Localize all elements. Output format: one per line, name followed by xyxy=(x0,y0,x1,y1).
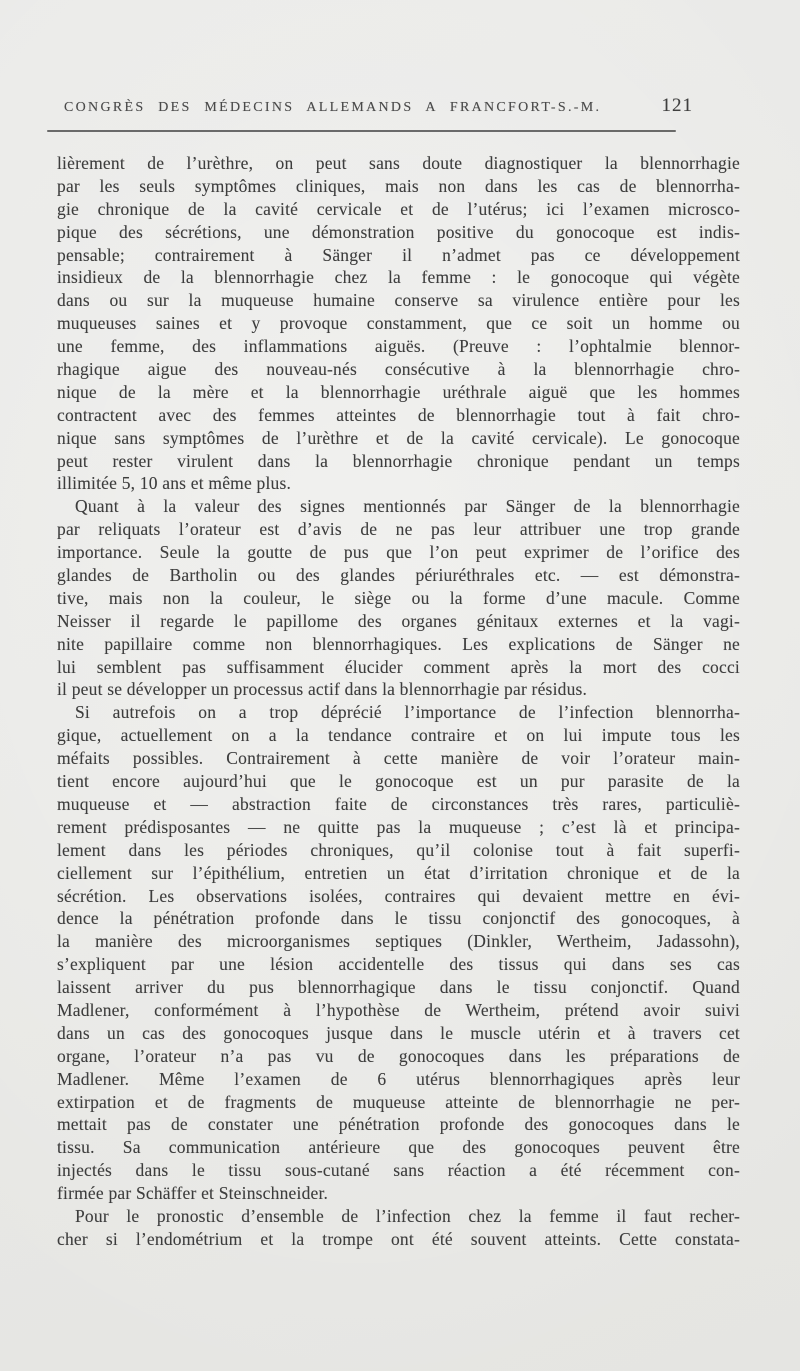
text-line: illimitée 5, 10 ans et même plus. xyxy=(57,473,292,494)
page-number: 121 xyxy=(661,95,693,116)
text-line: Neisser il regarde le papillome des organes génitaux externes et la vagi- xyxy=(57,610,740,631)
text-line: rement prédisposantes — ne quitte pas la muqueuse ; c’est là et principa- xyxy=(57,816,740,837)
text-line: gique, actuellement on a la tendance contraire et on lui impute tous les xyxy=(57,725,740,746)
text-line: Si autrefois on a trop déprécié l’importance de l’infection blennorrha- xyxy=(75,702,740,723)
text-line: firmée par Schäffer et Steinschneider. xyxy=(57,1183,329,1204)
text-line: par les seuls symptômes cliniques, mais non dans les cas de blennorrha- xyxy=(57,175,740,196)
text-line: il peut se développer un processus actif dans la blennorrhagie par résidus. xyxy=(57,679,588,700)
running-title: CONGRÈS DES MÉDECINS ALLEMANDS A FRANCFORT-S.-M. xyxy=(64,100,602,115)
text-line: dence la pénétration profonde dans le tissu conjonctif des gonocoques, à xyxy=(57,908,740,929)
text-line: peut rester virulent dans la blennorrhagie chronique pendant un temps xyxy=(57,450,740,471)
text-line: injectés dans le tissu sous-cutané sans réaction a été récemment con- xyxy=(57,1160,740,1181)
text-line: mettait pas de constater une pénétration profonde des gonocoques dans le xyxy=(57,1114,740,1135)
text-line: laissent arriver du pus blennorrhagique dans le tissu conjonctif. Quand xyxy=(57,977,740,998)
text-line: muqueuse et — abstraction faite de circonstances très rares, particuliè- xyxy=(57,793,740,814)
text-line: s’expliquent par une lésion accidentelle des tissus qui dans ses cas xyxy=(57,954,740,975)
text-line: lui semblent pas suffisamment élucider comment après la mort des cocci xyxy=(57,656,740,677)
text-line: dans ou sur la muqueuse humaine conserve sa virulence entière pour les xyxy=(57,290,740,311)
header-rule xyxy=(47,130,676,132)
page-header xyxy=(64,95,693,117)
text-line: tient encore aujourd’hui que le gonocoque est un pur parasite de la xyxy=(57,771,740,792)
text-line: sécrétion. Les observations isolées, contraires qui devaient mettre en évi- xyxy=(57,885,740,906)
text-line: pensable; contrairement à Sänger il n’admet pas ce développement xyxy=(57,244,740,265)
text-line: nite papillaire comme non blennorrhagiques. Les explications de Sänger ne xyxy=(57,633,740,654)
text-line: contractent avec des femmes atteintes de blennorrhagie tout à fait chro- xyxy=(57,404,740,425)
text-line: nique de la mère et la blennorrhagie uréthrale aiguë que les hommes xyxy=(57,381,740,402)
text-line: tissu. Sa communication antérieure que des gonocoques peuvent être xyxy=(57,1137,740,1158)
text-line: par reliquats l’orateur est d’avis de ne pas leur attribuer une trop grande xyxy=(57,519,740,540)
body-text xyxy=(57,152,740,1251)
text-line: méfaits possibles. Contrairement à cette manière de voir l’orateur main- xyxy=(57,748,740,769)
text-line: dans un cas des gonocoques jusque dans le muscle utérin et à travers cet xyxy=(57,1022,740,1043)
text-line: muqueuses saines et y provoque constamment, que ce soit un homme ou xyxy=(57,313,740,334)
text-line: Madlener, conformément à l’hypothèse de Wertheim, prétend avoir suivi xyxy=(57,999,740,1020)
text-line: Madlener. Même l’examen de 6 utérus blennorrhagiques après leur xyxy=(57,1068,740,1089)
text-line: cher si l’endométrium et la trompe ont été souvent atteints. Cette constata- xyxy=(57,1228,740,1249)
text-line: gie chronique de la cavité cervicale et de l’utérus; ici l’examen microsco- xyxy=(57,198,740,219)
text-line: insidieux de la blennorrhagie chez la femme : le gonocoque qui végète xyxy=(57,267,740,288)
text-line: extirpation et de fragments de muqueuse atteinte de blennorrhagie ne per- xyxy=(57,1091,740,1112)
text-line: une femme, des inflammations aiguës. (Preuve : l’ophtalmie blennor- xyxy=(57,336,740,357)
text-line: rhagique aigue des nouveau-nés consécutive à la blennorrhagie chro- xyxy=(57,359,740,380)
text-line: lièrement de l’urèthre, on peut sans doute diagnostiquer la blennorrhagie xyxy=(57,153,740,173)
text-line: ciellement sur l’épithélium, entretien un état d’irritation chronique et de la xyxy=(57,862,740,883)
text-line: la manière des microorganismes septiques (Dinkler, Wertheim, Jadassohn), xyxy=(57,931,740,952)
text-line: importance. Seule la goutte de pus que l’on peut exprimer de l’orifice des xyxy=(57,542,740,563)
text-line: Quant à la valeur des signes mentionnés par Sänger de la blennorrhagie xyxy=(75,496,740,517)
text-line: Pour le pronostic d’ensemble de l’infection chez la femme il faut recher- xyxy=(75,1205,740,1226)
text-line: glandes de Bartholin ou des glandes périuréthrales etc. — est démonstra- xyxy=(57,565,740,586)
text-line: organe, l’orateur n’a pas vu de gonocoques dans les préparations de xyxy=(57,1045,740,1066)
text-line: lement dans les périodes chroniques, qu’il colonise tout à fait superfi- xyxy=(57,839,740,860)
text-line: pique des sécrétions, une démonstration positive du gonocoque est indis- xyxy=(57,221,740,242)
text-line: nique sans symptômes de l’urèthre et de la cavité cervicale). Le gonocoque xyxy=(57,427,740,448)
text-line: tive, mais non la couleur, le siège ou la forme d’une macule. Comme xyxy=(57,587,740,608)
